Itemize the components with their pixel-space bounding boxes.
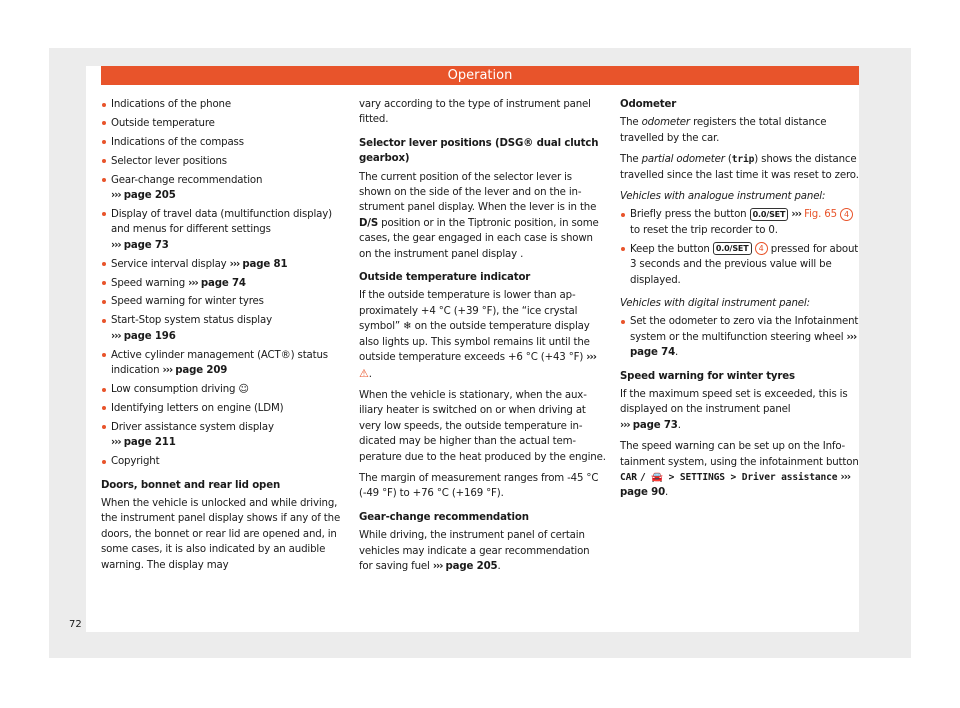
page-link[interactable]: page 81	[242, 258, 288, 270]
list-item: Selector lever positions	[101, 154, 343, 169]
list-item: Speed warning for winter tyres	[101, 294, 343, 309]
callout-number: 4	[840, 208, 853, 221]
selector-paragraph: The current position of the selector lever is shown on the side of the lever and on the instrument panel display. When the lever is in the D/S position or in the Tiptronic position, in some cases, the gear engaged in each case is shown on the instrument panel display .	[359, 171, 599, 260]
list-item: Driver assistance system display ››› page 211	[101, 420, 343, 451]
page-link[interactable]: page 209	[175, 365, 228, 377]
column-3	[620, 97, 865, 507]
paragraph: The odometer registers the total distance travelled by the car.	[620, 117, 827, 144]
paragraph: vary according to the type of instrument panel fitted.	[359, 99, 591, 126]
warning-icon: ⚠	[359, 366, 369, 380]
set-button-icon: 0.0/SET	[713, 242, 752, 255]
list-item: Keep the button 0.0/SET 4 pressed for about 3 seconds and the previous value will be displayed.	[620, 242, 865, 288]
list-item: Briefly press the button 0.0/SET ››› Fig. 65 4 to reset the trip recorder to 0.	[620, 207, 865, 238]
paragraph: The margin of measurement ranges from -45 °C (-49 °F) to +76 °C (+169 °F).	[359, 472, 599, 500]
column-2	[359, 97, 606, 580]
list-item: Display of travel data (multifunction display) and menus for different settings ››› page 73	[101, 207, 343, 253]
paragraph: The speed warning can be set up on the Infotainment system, using the infotainment button CAR / 🚘 > SETTINGS > Driver assistance ››› page 90.	[620, 441, 859, 499]
menu-path: / 🚘 > SETTINGS > Driver assistance	[639, 472, 838, 484]
ice-crystal-icon: ❄	[403, 321, 412, 333]
list-item: Set the odometer to zero via the Infotainment system or the multifunction steering wheel ››› page 74.	[620, 314, 865, 360]
outside-temp-heading: Outside temperature indicator	[359, 272, 531, 284]
callout-number: 4	[755, 242, 768, 255]
figure-link[interactable]: Fig. 65	[804, 209, 837, 221]
page-link[interactable]: page 74	[630, 347, 676, 359]
list-item: Gear-change recommendation ››› page 205	[101, 173, 343, 204]
digital-heading: Vehicles with digital instrument panel:	[620, 297, 810, 309]
page-link[interactable]: page 73	[632, 419, 678, 431]
list-item: Outside temperature	[101, 116, 343, 131]
odometer-heading: Odometer	[620, 99, 677, 110]
speed-warning-heading: Speed warning for winter tyres	[620, 370, 795, 382]
paragraph: If the maximum speed set is exceeded, this is displayed on the instrument panel ››› page 73.	[620, 389, 848, 431]
column-1	[101, 97, 343, 579]
page-link[interactable]: page 211	[123, 437, 176, 449]
list-item: Identifying letters on engine (LDM)	[101, 401, 343, 416]
section-header: Operation	[101, 66, 859, 85]
doors-heading: Doors, bonnet and rear lid open	[101, 479, 281, 491]
eco-icon: ☺	[238, 384, 249, 395]
page-link[interactable]: page 74	[200, 277, 246, 289]
outside-temp-paragraph: If the outside temperature is lower than approximately +4 °C (+39 °F), the “ice crystal symbol” ❄ on the outside temperature display also lights up. This symbol remains lit until the outside temperature exceeds +6 °C (+43 °F) ››› ⚠.	[359, 290, 596, 380]
page-link[interactable]: page 90	[620, 487, 666, 499]
page-link[interactable]: page 73	[123, 239, 169, 251]
list-item: Service interval display ››› page 81	[101, 257, 343, 272]
list-item: Active cylinder management (ACT®) status indication ››› page 209	[101, 348, 343, 379]
page-link[interactable]: page 205	[123, 190, 176, 202]
list-item: Indications of the phone	[101, 97, 343, 112]
page-link[interactable]: page 205	[445, 560, 498, 572]
list-item: Start-Stop system status display ››› page 196	[101, 313, 343, 344]
gear-change-paragraph: While driving, the instrument panel of certain vehicles may indicate a gear recommendation for saving fuel ››› page 205.	[359, 530, 590, 572]
page-number: 72	[69, 619, 82, 630]
list-item: Copyright	[101, 454, 343, 469]
car-button-label: CAR	[620, 472, 637, 484]
gear-change-heading: Gear-change recommendation	[359, 511, 529, 523]
page-link[interactable]: page 196	[123, 330, 176, 342]
paragraph: The partial odometer (trip) shows the distance travelled since the last time it was reset to zero.	[620, 154, 859, 181]
set-button-icon: 0.0/SET	[750, 208, 789, 221]
analogue-heading: Vehicles with analogue instrument panel:	[620, 191, 826, 203]
list-item: Speed warning ››› page 74	[101, 276, 343, 291]
paragraph: When the vehicle is stationary, when the auxiliary heater is switched on or when driving at very low speeds, the outside temperature indicated may be higher than the actual temperature due to the heat produced by the engine.	[359, 389, 606, 463]
doors-paragraph: When the vehicle is unlocked and while driving, the instrument panel display shows if any of the doors, the bonnet or rear lid are opened and, in some cases, it is also indicated by an audible warning. The display may	[101, 497, 341, 571]
list-item: Indications of the compass	[101, 135, 343, 150]
list-item: Low consumption driving ☺	[101, 382, 343, 397]
selector-heading: Selector lever positions (DSG® dual clutch gearbox)	[359, 137, 599, 165]
